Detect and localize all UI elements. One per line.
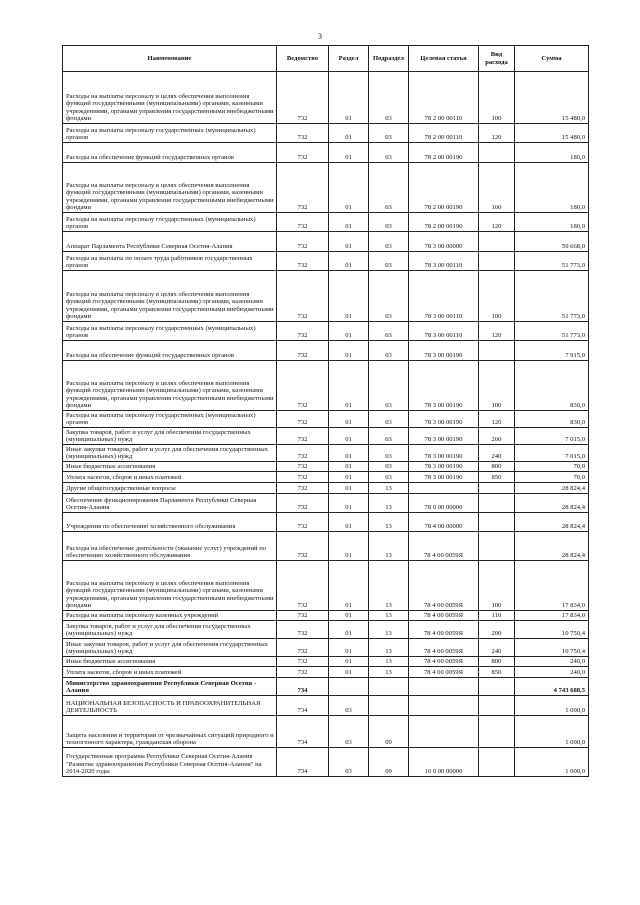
cell-dept: 732 — [277, 483, 329, 494]
cell-subsection: 03 — [369, 252, 409, 271]
cell-expense-type: 120 — [479, 124, 515, 143]
cell-expense-type: 100 — [479, 163, 515, 213]
cell-target: 78 2 00 00110 — [409, 72, 479, 124]
table-row — [63, 513, 589, 532]
cell-dept: 732 — [277, 462, 329, 472]
cell-dept: 732 — [277, 411, 329, 428]
cell-target — [409, 483, 479, 494]
table-row — [63, 252, 589, 271]
cell-section: 01 — [329, 657, 369, 667]
cell-subsection: 03 — [369, 428, 409, 445]
cell-expense-type: 850 — [479, 472, 515, 483]
cell-subsection — [369, 696, 409, 716]
table-row — [63, 696, 589, 716]
cell-section: 01 — [329, 341, 369, 361]
cell-section: 01 — [329, 411, 369, 428]
cell-subsection: 03 — [369, 472, 409, 483]
cell-name: Расходы на выплаты персоналу государственных (муниципальных) органов — [63, 213, 277, 232]
cell-expense-type — [479, 513, 515, 532]
cell-subsection: 13 — [369, 561, 409, 611]
table-row — [63, 322, 589, 341]
cell-name: Расходы на выплаты персоналу в целях обеспечения выполнения функций государственными (муниципальными) органами, казенными учреждениями, органами управления государственными внебюджетными фондами — [63, 163, 277, 213]
cell-name: Иные бюджетные ассигнования — [63, 657, 277, 667]
cell-dept: 732 — [277, 143, 329, 163]
cell-name: Государственная программа Республики Северная Осетия-Алания "Развитие здравоохранения Республики Северная Осетия-Алания" на 2014-2020 годы — [63, 748, 277, 777]
cell-subsection: 13 — [369, 621, 409, 639]
cell-sum: 28 824,4 — [515, 494, 589, 513]
cell-section: 01 — [329, 611, 369, 621]
cell-name: Учреждения по обеспечению хозяйственного обслуживания — [63, 513, 277, 532]
cell-dept: 732 — [277, 341, 329, 361]
cell-sum: 830,0 — [515, 361, 589, 411]
cell-section: 01 — [329, 143, 369, 163]
cell-section: 01 — [329, 483, 369, 494]
cell-section: 01 — [329, 445, 369, 462]
cell-name: Другие общегосударственные вопросы — [63, 483, 277, 494]
cell-target: 78 3 00 00190 — [409, 341, 479, 361]
cell-name: Расходы на выплаты персоналу государственных (муниципальных) органов — [63, 322, 277, 341]
table-row — [63, 411, 589, 428]
cell-target: 78 2 00 00190 — [409, 213, 479, 232]
cell-name: Расходы на выплаты по оплате труда работников государственных органов — [63, 252, 277, 271]
cell-section: 01 — [329, 667, 369, 678]
table-row — [63, 124, 589, 143]
cell-target: 78 0 00 00000 — [409, 494, 479, 513]
cell-section: 01 — [329, 361, 369, 411]
cell-target: 78 3 00 00110 — [409, 322, 479, 341]
table-row — [63, 667, 589, 678]
cell-expense-type: 800 — [479, 462, 515, 472]
cell-expense-type — [479, 678, 515, 696]
cell-subsection: 09 — [369, 716, 409, 748]
cell-section — [329, 678, 369, 696]
cell-expense-type: 100 — [479, 271, 515, 322]
cell-name: Министерство здравоохранения Республики Северная Осетия - Алания — [63, 678, 277, 696]
cell-target: 78 4 00 0059Я — [409, 532, 479, 561]
cell-target: 78 3 00 00110 — [409, 252, 479, 271]
cell-name: Защита населения и территории от чрезвычайных ситуаций природного и техногенного характера, гражданская оборона — [63, 716, 277, 748]
cell-name: Расходы на выплаты персоналу в целях обеспечения выполнения функций государственными (муниципальными) органами, казенными учреждениями, органами управления государственными внебюджетными фондами — [63, 271, 277, 322]
cell-dept: 732 — [277, 428, 329, 445]
cell-name: Закупка товаров, работ и услуг для обеспечения государственных (муниципальных) нужд — [63, 428, 277, 445]
cell-section: 01 — [329, 72, 369, 124]
cell-sum: 1 000,0 — [515, 716, 589, 748]
cell-name: Иные закупки товаров, работ и услуг для обеспечения государственных (муниципальных) нужд — [63, 639, 277, 657]
budget-table — [62, 45, 589, 777]
cell-name: Расходы на обеспечение функций государственных органов — [63, 341, 277, 361]
cell-target: 78 4 00 0059Я — [409, 667, 479, 678]
table-row — [63, 445, 589, 462]
cell-dept: 734 — [277, 716, 329, 748]
cell-section: 01 — [329, 213, 369, 232]
cell-dept: 732 — [277, 472, 329, 483]
cell-target: 78 3 00 00190 — [409, 462, 479, 472]
cell-target: 78 3 00 00000 — [409, 232, 479, 252]
cell-name: Закупка товаров, работ и услуг для обеспечения государственных (муниципальных) нужд — [63, 621, 277, 639]
cell-name: Расходы на выплаты персоналу государственных (муниципальных) органов — [63, 124, 277, 143]
page-number: 3 — [318, 32, 322, 41]
cell-expense-type: 120 — [479, 322, 515, 341]
cell-subsection: 03 — [369, 271, 409, 322]
cell-expense-type — [479, 232, 515, 252]
cell-target — [409, 716, 479, 748]
cell-expense-type: 100 — [479, 561, 515, 611]
cell-sum: 17 834,0 — [515, 611, 589, 621]
cell-target: 78 3 00 00190 — [409, 472, 479, 483]
cell-section: 01 — [329, 428, 369, 445]
table-row — [63, 271, 589, 322]
cell-subsection: 03 — [369, 361, 409, 411]
cell-subsection: 03 — [369, 341, 409, 361]
cell-subsection: 03 — [369, 411, 409, 428]
cell-dept: 734 — [277, 748, 329, 777]
cell-name: Расходы на выплаты персоналу государственных (муниципальных) органов — [63, 411, 277, 428]
cell-subsection: 13 — [369, 483, 409, 494]
cell-dept: 732 — [277, 124, 329, 143]
cell-section: 01 — [329, 472, 369, 483]
cell-dept: 732 — [277, 271, 329, 322]
cell-subsection: 03 — [369, 124, 409, 143]
table-row — [63, 621, 589, 639]
cell-name: Расходы на выплаты персоналу казенных учреждений — [63, 611, 277, 621]
cell-sum: 70,0 — [515, 462, 589, 472]
cell-section: 01 — [329, 322, 369, 341]
cell-section: 01 — [329, 232, 369, 252]
table-row — [63, 213, 589, 232]
cell-target: 10 0 00 00000 — [409, 748, 479, 777]
header-subsection: Подраздел — [369, 46, 409, 72]
cell-section: 01 — [329, 462, 369, 472]
table-header-row — [63, 46, 589, 72]
cell-target: 78 3 00 00190 — [409, 411, 479, 428]
table-row — [63, 232, 589, 252]
cell-subsection: 09 — [369, 748, 409, 777]
cell-section: 01 — [329, 513, 369, 532]
cell-name: Расходы на обеспечение функций государственных органов — [63, 143, 277, 163]
cell-subsection: 13 — [369, 657, 409, 667]
cell-subsection: 03 — [369, 213, 409, 232]
cell-section: 01 — [329, 639, 369, 657]
cell-sum: 1 000,0 — [515, 748, 589, 777]
cell-name: Расходы на обеспечение деятельности (оказание услуг) учреждений по обеспечению хозяйственного обслуживания — [63, 532, 277, 561]
cell-dept: 732 — [277, 72, 329, 124]
cell-dept: 732 — [277, 232, 329, 252]
cell-sum: 70,0 — [515, 472, 589, 483]
cell-sum: 10 750,4 — [515, 621, 589, 639]
cell-dept: 732 — [277, 657, 329, 667]
table-row — [63, 716, 589, 748]
cell-name: Обеспечение функционирования Парламента Республики Северная Осетия-Алания — [63, 494, 277, 513]
cell-dept: 732 — [277, 513, 329, 532]
cell-subsection: 03 — [369, 163, 409, 213]
table-row — [63, 611, 589, 621]
cell-sum: 59 668,0 — [515, 232, 589, 252]
cell-target: 78 4 00 0059Я — [409, 621, 479, 639]
cell-section: 01 — [329, 561, 369, 611]
cell-expense-type: 800 — [479, 657, 515, 667]
cell-subsection: 13 — [369, 494, 409, 513]
cell-section: 03 — [329, 716, 369, 748]
cell-subsection: 13 — [369, 513, 409, 532]
cell-target: 78 2 00 00190 — [409, 163, 479, 213]
cell-section: 03 — [329, 748, 369, 777]
cell-section: 01 — [329, 271, 369, 322]
cell-dept: 734 — [277, 696, 329, 716]
cell-expense-type — [479, 716, 515, 748]
cell-target — [409, 678, 479, 696]
cell-dept: 732 — [277, 163, 329, 213]
cell-name: Расходы на выплаты персоналу в целях обеспечения выполнения функций государственными (муниципальными) органами, казенными учреждениями, органами управления государственными внебюджетными фондами — [63, 361, 277, 411]
cell-subsection: 03 — [369, 72, 409, 124]
cell-sum: 28 824,4 — [515, 513, 589, 532]
cell-name: Расходы на выплаты персоналу в целях обеспечения выполнения функций государственными (муниципальными) органами, казенными учреждениями, органами управления государственными внебюджетными фондами — [63, 561, 277, 611]
table-row — [63, 462, 589, 472]
cell-sum: 15 480,0 — [515, 72, 589, 124]
cell-sum: 51 773,0 — [515, 322, 589, 341]
cell-target: 78 4 00 0059Я — [409, 657, 479, 667]
table-row — [63, 494, 589, 513]
cell-expense-type: 200 — [479, 428, 515, 445]
cell-expense-type — [479, 143, 515, 163]
cell-expense-type: 110 — [479, 611, 515, 621]
cell-target: 78 4 00 0059Я — [409, 611, 479, 621]
cell-expense-type — [479, 483, 515, 494]
cell-subsection: 13 — [369, 639, 409, 657]
cell-subsection: 03 — [369, 445, 409, 462]
cell-name: Иные закупки товаров, работ и услуг для обеспечения государственных (муниципальных) нужд — [63, 445, 277, 462]
table-row — [63, 428, 589, 445]
cell-dept: 732 — [277, 361, 329, 411]
cell-section: 01 — [329, 532, 369, 561]
cell-sum: 51 773,0 — [515, 271, 589, 322]
cell-sum: 180,0 — [515, 163, 589, 213]
table-row — [63, 341, 589, 361]
cell-target: 78 4 00 0059Я — [409, 639, 479, 657]
table-row — [63, 483, 589, 494]
cell-sum: 830,0 — [515, 411, 589, 428]
cell-dept: 732 — [277, 621, 329, 639]
cell-target: 78 3 00 00190 — [409, 361, 479, 411]
cell-section: 01 — [329, 252, 369, 271]
cell-expense-type: 120 — [479, 411, 515, 428]
table-row — [63, 532, 589, 561]
cell-subsection: 03 — [369, 322, 409, 341]
cell-dept: 732 — [277, 213, 329, 232]
cell-expense-type — [479, 748, 515, 777]
cell-section: 01 — [329, 494, 369, 513]
cell-expense-type: 850 — [479, 667, 515, 678]
header-expense-type: Вид расхода — [479, 46, 515, 72]
cell-sum: 180,0 — [515, 213, 589, 232]
table-row — [63, 361, 589, 411]
cell-target: 78 3 00 00190 — [409, 428, 479, 445]
cell-sum: 17 834,0 — [515, 561, 589, 611]
cell-subsection: 03 — [369, 143, 409, 163]
cell-dept: 732 — [277, 532, 329, 561]
cell-target: 78 2 00 00190 — [409, 143, 479, 163]
cell-expense-type: 240 — [479, 639, 515, 657]
cell-sum: 1 000,0 — [515, 696, 589, 716]
cell-name: Уплата налогов, сборов и иных платежей — [63, 667, 277, 678]
cell-dept: 732 — [277, 611, 329, 621]
cell-sum: 7 015,0 — [515, 445, 589, 462]
cell-expense-type — [479, 252, 515, 271]
cell-target: 78 3 00 00190 — [409, 445, 479, 462]
cell-dept: 732 — [277, 667, 329, 678]
cell-subsection: 13 — [369, 611, 409, 621]
cell-expense-type: 120 — [479, 213, 515, 232]
table-row — [63, 472, 589, 483]
cell-dept: 732 — [277, 445, 329, 462]
cell-subsection: 03 — [369, 462, 409, 472]
cell-target: 78 2 00 00110 — [409, 124, 479, 143]
table-row — [63, 72, 589, 124]
cell-expense-type — [479, 696, 515, 716]
cell-name: Аппарат Парламента Республики Северная Осетия-Алания — [63, 232, 277, 252]
cell-dept: 734 — [277, 678, 329, 696]
table-row — [63, 678, 589, 696]
cell-dept: 732 — [277, 252, 329, 271]
cell-target — [409, 696, 479, 716]
header-dept: Ведомство — [277, 46, 329, 72]
cell-sum: 4 743 688,5 — [515, 678, 589, 696]
table-row — [63, 143, 589, 163]
cell-dept: 732 — [277, 561, 329, 611]
cell-name: Иные бюджетные ассигнования — [63, 462, 277, 472]
cell-sum: 7 015,0 — [515, 428, 589, 445]
cell-dept: 732 — [277, 639, 329, 657]
cell-subsection — [369, 678, 409, 696]
cell-expense-type — [479, 532, 515, 561]
cell-sum: 7 915,0 — [515, 341, 589, 361]
cell-section: 01 — [329, 163, 369, 213]
cell-dept: 732 — [277, 322, 329, 341]
table-row — [63, 561, 589, 611]
cell-expense-type: 240 — [479, 445, 515, 462]
cell-name: Расходы на выплаты персоналу в целях обеспечения выполнения функций государственными (муниципальными) органами, казенными учреждениями, органами управления государственными внебюджетными фондами — [63, 72, 277, 124]
cell-section: 01 — [329, 621, 369, 639]
cell-sum: 15 480,0 — [515, 124, 589, 143]
table-body — [63, 72, 589, 777]
table-row — [63, 748, 589, 777]
cell-sum: 240,0 — [515, 657, 589, 667]
header-section: Раздел — [329, 46, 369, 72]
cell-target: 78 4 00 0059Я — [409, 561, 479, 611]
table-row — [63, 163, 589, 213]
table-row — [63, 657, 589, 667]
cell-target: 78 4 00 00000 — [409, 513, 479, 532]
cell-expense-type — [479, 341, 515, 361]
cell-sum: 240,0 — [515, 667, 589, 678]
cell-sum: 28 824,4 — [515, 483, 589, 494]
cell-subsection: 13 — [369, 667, 409, 678]
cell-subsection: 13 — [369, 532, 409, 561]
cell-sum: 28 824,4 — [515, 532, 589, 561]
cell-section: 01 — [329, 124, 369, 143]
cell-target: 78 3 00 00110 — [409, 271, 479, 322]
cell-dept: 732 — [277, 494, 329, 513]
table-row — [63, 639, 589, 657]
cell-sum: 51 773,0 — [515, 252, 589, 271]
cell-expense-type: 100 — [479, 361, 515, 411]
cell-name: Уплата налогов, сборов и иных платежей — [63, 472, 277, 483]
header-target: Целевая статья — [409, 46, 479, 72]
cell-subsection: 03 — [369, 232, 409, 252]
cell-sum: 10 750,4 — [515, 639, 589, 657]
cell-name: НАЦИОНАЛЬНАЯ БЕЗОПАСНОСТЬ И ПРАВООХРАНИТЕЛЬНАЯ ДЕЯТЕЛЬНОСТЬ — [63, 696, 277, 716]
cell-expense-type: 200 — [479, 621, 515, 639]
cell-expense-type: 100 — [479, 72, 515, 124]
header-sum: Сумма — [515, 46, 589, 72]
cell-expense-type — [479, 494, 515, 513]
cell-section: 03 — [329, 696, 369, 716]
cell-sum: 180,0 — [515, 143, 589, 163]
header-name: Наименование — [63, 46, 277, 72]
